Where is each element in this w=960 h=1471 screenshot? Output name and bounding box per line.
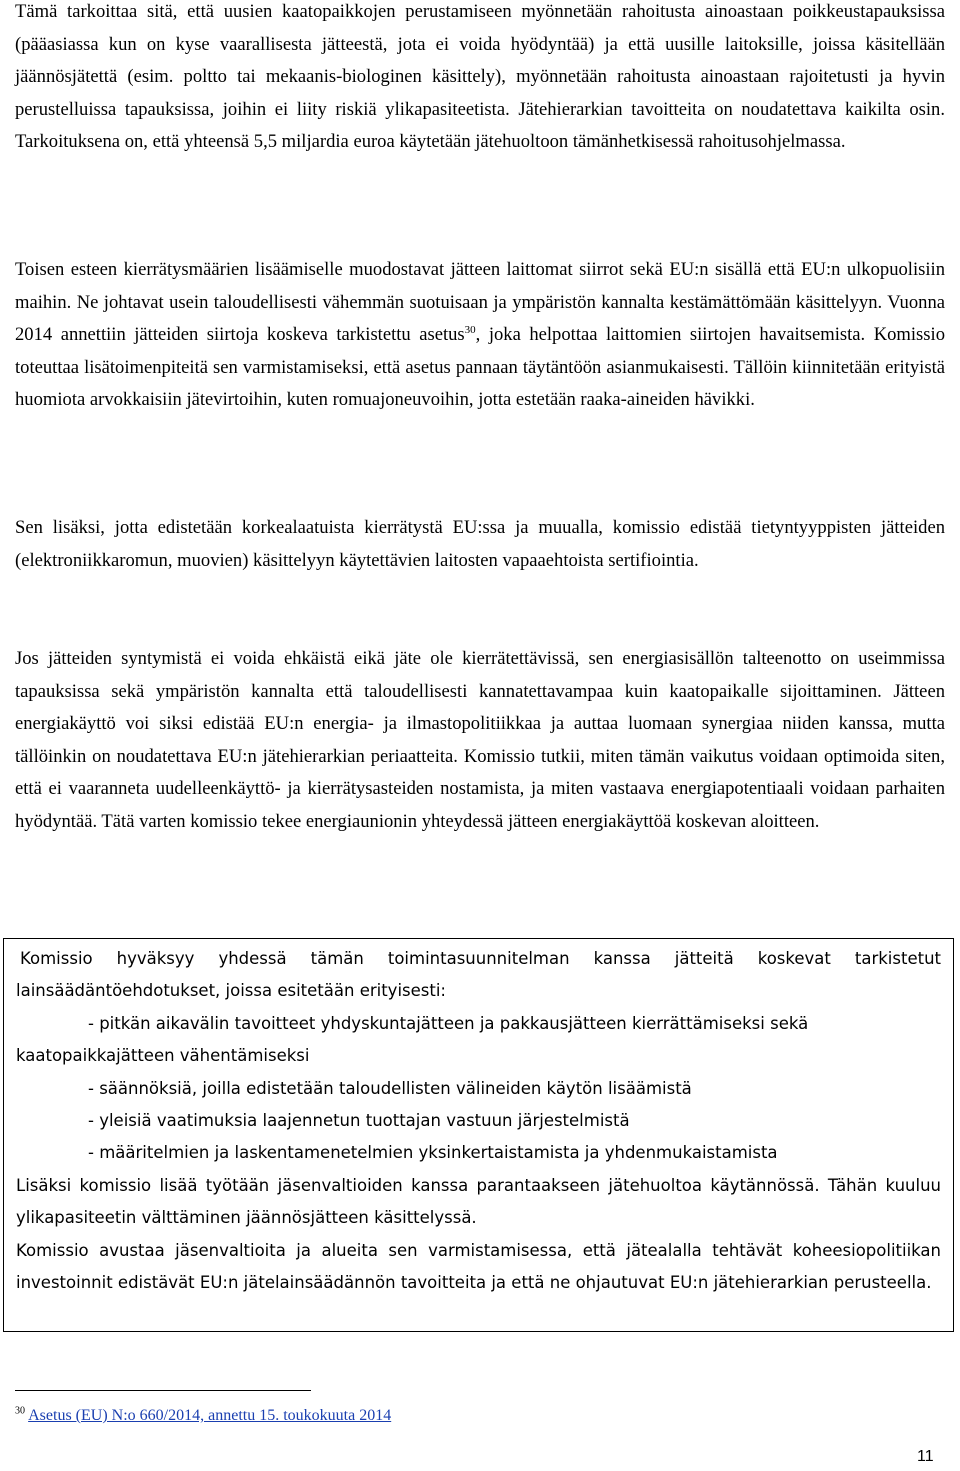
paragraph-1: Tämä tarkoittaa sitä, että uusien kaatopaikkojen perustamiseen myönnetään rahoitusta ainoastaan poikkeustapauksissa (pääasiassa kun on kyse vaarallisesta jätteestä, jota ei voida hyödyntää) ja että uusille laitoksille, joissa käsitellään jäännösjätettä (esim. poltto tai mekaanis-biologinen käsittely), myönnetään rahoitusta ainoastaan rajoitetusti ja hyvin perustelluissa tapauksissa, joihin ei liity riskiä ylikapasiteetista. Jätehierarkian tavoitteita on noudatettava kaikilta osin. Tarkoituksena on, että yhteensä 5,5 miljardia euroa käytetään jätehuoltoon tämänhetkisessä rahoitusohjelmassa. <box>15 1 945 152</box>
box-list-item-1-continuation: kaatopaikkajätteen vähentämiseksi <box>16 1046 310 1066</box>
box-list-item-2: - säännöksiä, joilla edistetään taloudellisten välineiden käytön lisäämistä <box>88 1078 692 1098</box>
footnote-number: 30 <box>15 1405 25 1417</box>
footnote-link[interactable]: Asetus (EU) N:o 660/2014, annettu 15. toukokuuta 2014 <box>28 1407 392 1424</box>
box-intro: Komissio hyväksyy yhdessä tämän toimintasuunnitelman kanssa jätteitä koskevat tarkistetut lainsäädäntöehdotukset, joissa esitetään erityisesti: <box>16 949 941 1001</box>
footnote-reference[interactable]: 30 <box>464 323 476 336</box>
paragraph-3: Sen lisäksi, jotta edistetään korkealaatuista kierrätystä EU:ssa ja muualla, komissio edistää tietyntyyppisten jätteiden (elektroniikkaromun, muovien) käsittelyyn käytettävien laitosten vapaaehtoista sertifiointia. <box>15 517 945 571</box>
box-paragraph-3: Komissio avustaa jäsenvaltioita ja alueita sen varmistamisessa, että jätealalla tehtävät koheesiopolitiikan investoinnit edistävät EU:n jätelainsäädännön tavoitteita ja että ne ohjautuvat EU:n jätehierarkian perusteella. <box>16 1240 941 1293</box>
box-list-item-1: - pitkän aikavälin tavoitteet yhdyskuntajätteen ja pakkausjätteen kierrättämiseksi sekä <box>88 1013 809 1033</box>
footnote-separator <box>15 1390 311 1391</box>
footnote <box>15 1402 715 1430</box>
action-box <box>3 938 954 1332</box>
paragraph-2 <box>15 254 945 417</box>
paragraph-2-text-a: Toisen esteen kierrätysmäärien lisäämiselle muodostavat jätteen laittomat siirrot sekä EU:n sisällä että EU:n ulkopuolisiin maihin. Ne johtavat usein taloudellisesti vähemmän suotuisaan ja ympäristön kannalta kestämättömään käsittelyyn. Vuonna 2014 annettiin jätteiden siirtoja koskeva tarkistettu asetus <box>15 259 945 345</box>
box-list-item-4: - määritelmien ja laskentamenetelmien yksinkertaistamista ja yhdenmukaistamista <box>88 1143 778 1163</box>
box-list-item-3: - yleisiä vaatimuksia laajennetun tuottajan vastuun järjestelmistä <box>88 1111 630 1131</box>
paragraph-4: Jos jätteiden syntymistä ei voida ehkäistä eikä jäte ole kierrätettävissä, sen energiasisällön talteenotto on useimmissa tapauksissa sekä ympäristön kannalta että taloudellisesti kannatettavampaa kuin kaatopaikalle sijoittaminen. Jätteen energiakäyttö voi siksi edistää EU:n energia- ja ilmastopolitiikkaa ja auttaa luomaan synergiaa niiden kanssa, mutta tällöinkin on noudatettava EU:n jätehierarkian periaatteita. Komissio tutkii, miten tämän vaikutus voidaan optimoida siten, että ei vaaranneta uudelleenkäyttö- ja kierrätysasteiden nostamista, ja miten vastaava energiapotentiaali voidaan parhaiten hyödyntää. Tätä varten komissio tekee energiaunionin yhteydessä jätteen energiakäyttöä koskevan aloitteen. <box>15 648 945 832</box>
page-number: 11 <box>917 1448 934 1465</box>
box-paragraph-2: Lisäksi komissio lisää työtään jäsenvaltioiden kanssa parantaakseen jätehuoltoa käytännössä. Tähän kuuluu ylikapasiteetin välttäminen jäännösjätteen käsittelyssä. <box>16 1175 941 1228</box>
paragraph-2-text-b: , joka helpottaa laittomien siirtojen havaitsemista. Komissio toteuttaa lisätoimenpiteitä sen varmistamiseksi, että asetus pannaan täytäntöön asianmukaisesti. Tällöin kiinnitetään erityistä huomiota arvokkaisiin jätevirtoihin, kuten romuajoneuvoihin, jotta estetään raaka-aineiden hävikki. <box>15 324 945 410</box>
